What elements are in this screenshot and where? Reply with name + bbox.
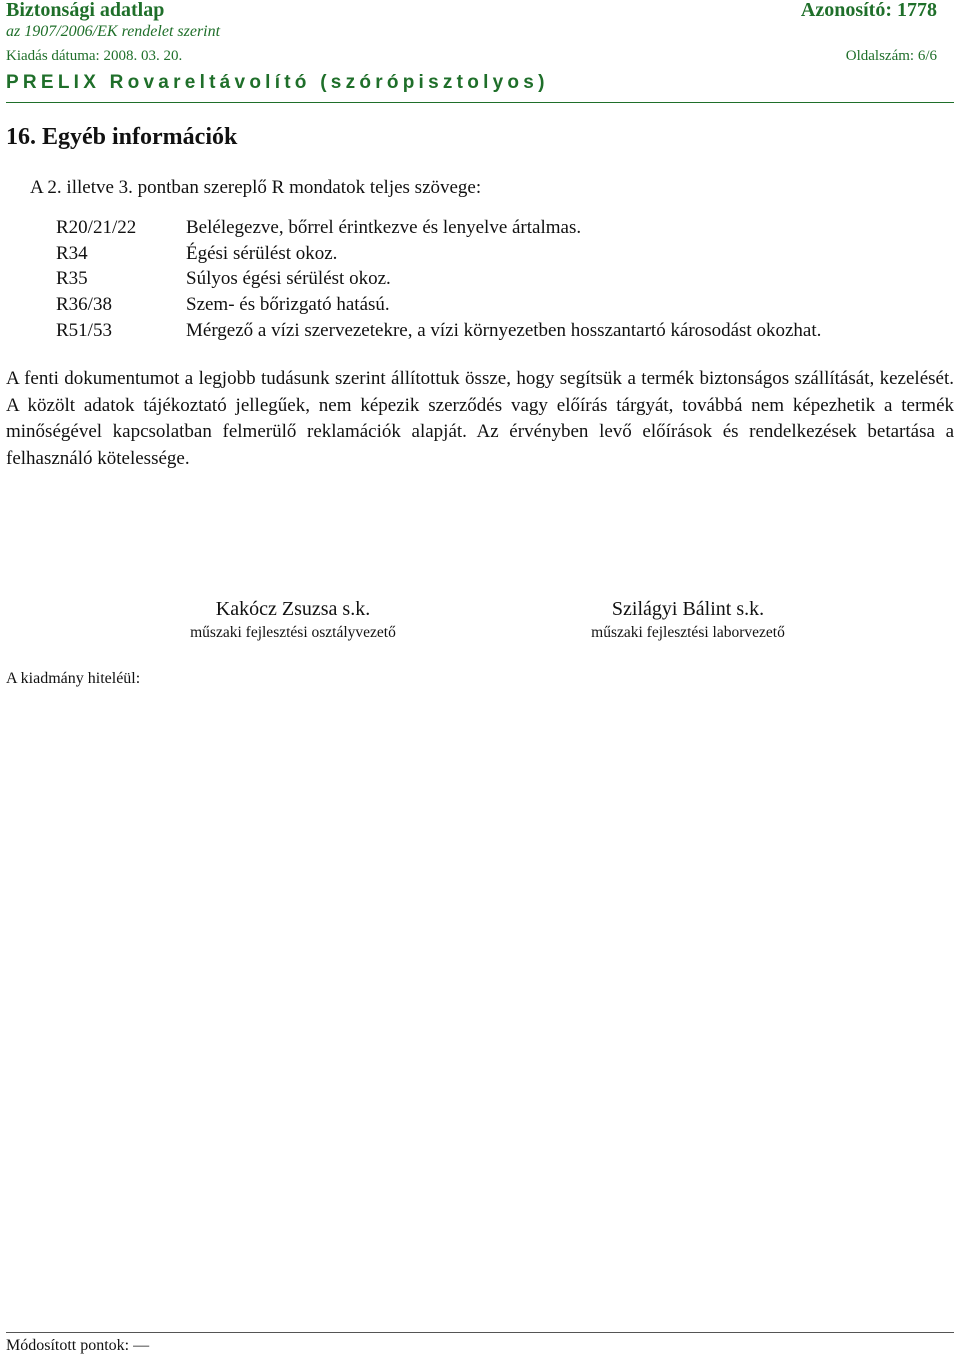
signatory-role: műszaki fejlesztési osztályvezető [190,624,396,641]
modified-points: Módosított pontok: — [6,1337,150,1354]
footer-divider [6,1332,954,1333]
issued-by-label: A kiadmány hiteléül: [6,670,141,687]
signatory-role: műszaki fejlesztési laborvezető [591,624,785,641]
regulation-reference: az 1907/2006/EK rendelet szerint [6,23,221,40]
issue-date: Kiadás dátuma: 2008. 03. 20. [6,48,183,64]
r-phrase-code: R51/53 [56,320,112,341]
r-phrase-code: R35 [56,268,88,289]
section-intro: A 2. illetve 3. pontban szereplő R mondatok teljes szövege: [30,177,482,198]
document-title: Biztonsági adatlap [6,0,165,21]
r-phrase-code: R36/38 [56,294,112,315]
section-heading: 16. Egyéb információk [6,124,238,150]
r-phrase-code: R20/21/22 [56,217,137,238]
disclaimer-text: A fenti dokumentumot a legjobb tudásunk szerint állítottuk össze, hogy segítsük a termék biztonságos szállítását, kezelését. A közölt adatok tájékoztató jellegűek, nem képezik szerződés vagy előírás tárgyát, továbbá nem képezhetik a termék minőségével kapcsolatban felmerülő reklamációk alapját. Az érvényben levő előírások és rendelkezések betartása a felhasználó kötelessége. [6,368,954,469]
document-identifier: Azonosító: 1778 [800,0,937,21]
page-number: Oldalszám: 6/6 [845,48,937,64]
product-name: PRELIX Rovareltávolító (szórópisztolyos) [6,72,549,93]
header-divider [6,102,954,103]
r-phrase-text: Égési sérülést okoz. [186,243,338,264]
r-phrase-text: Súlyos égési sérülést okoz. [186,268,391,289]
r-phrase-text: Belélegezve, bőrrel érintkezve és lenyelve ártalmas. [186,217,582,238]
r-phrase-text: Szem- és bőrizgató hatású. [186,294,390,315]
r-phrase-code: R34 [56,243,88,264]
signatory-name: Szilágyi Bálint s.k. [611,598,765,620]
signatory-name: Kakócz Zsuzsa s.k. [215,598,371,620]
r-phrase-text: Mérgező a vízi szervezetekre, a vízi környezetben hosszantartó károsodást okozhat. [186,320,822,341]
disclaimer-paragraph [6,366,954,472]
